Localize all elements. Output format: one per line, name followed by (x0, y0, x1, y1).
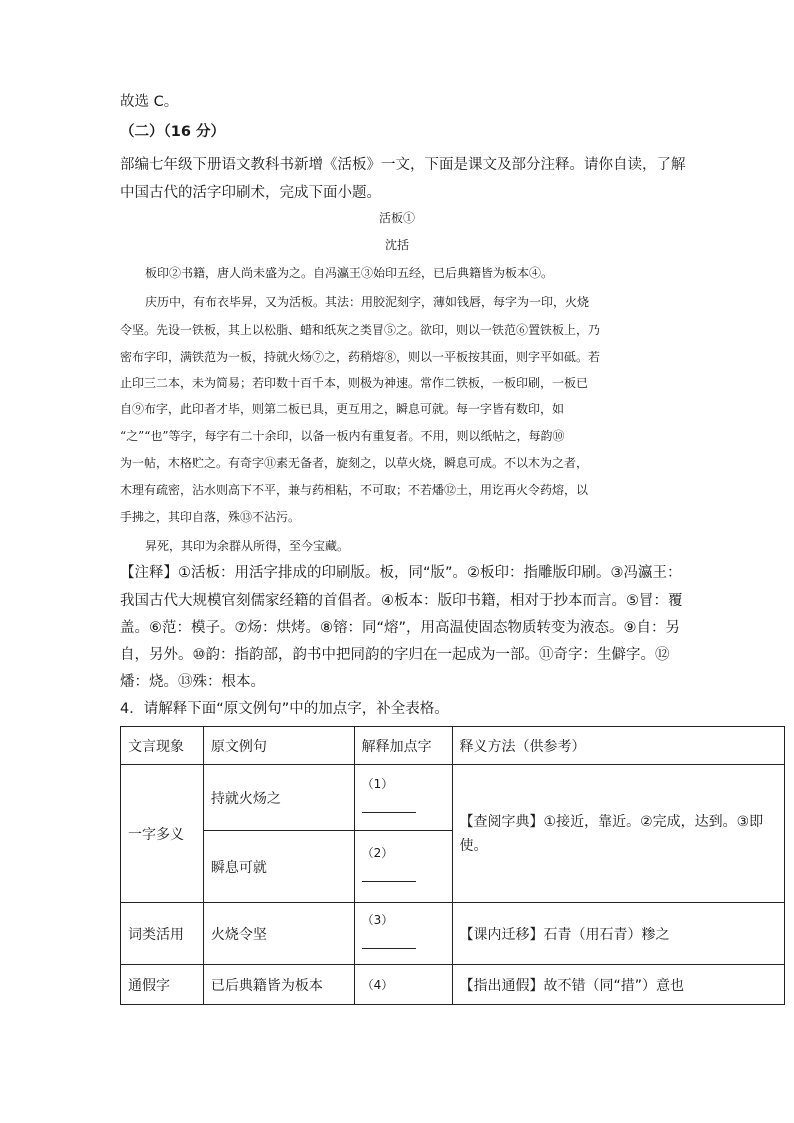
phenomenon-cell: 通假字 (121, 965, 204, 1005)
notes-line: 燔：烧。⑬殊：根本。 (120, 674, 265, 690)
classic-line: 令坚。先设一铁板，其上以松脂、蜡和纸灰之类冒⑤之。欲印，则以一铁范⑥置铁板上，乃 (120, 323, 601, 337)
classic-line: 密布字印，满铁范为一板，持就火炀⑦之，药稍熔⑧，则以一平板按其面，则字平如砥。若 (120, 350, 601, 364)
header-cell: 文言现象 (121, 727, 204, 765)
example-cell: 瞬息可就 (203, 831, 354, 903)
answer-table (120, 726, 785, 1005)
classic-line: “之”“也”等字，每字有二十余印，以备一板内有重复者。不用，则以纸帖之，每韵⑩ (120, 429, 565, 443)
blank-line (362, 947, 416, 949)
example-cell: 持就火炀之 (203, 765, 354, 831)
intro-line-1: 部编七年级下册语文教科书新增《活板》一文，下面是课文及部分注释。请你自读，了解 (120, 157, 686, 173)
header-cell: 释义方法（供参考） (452, 727, 784, 765)
answer-blank-3[interactable] (354, 903, 452, 965)
classic-line: 木理有疏密，沾水则高下不平，兼与药相粘，不可取；不若燔⑫土，用讫再火令药熔，以 (120, 483, 589, 497)
blank-line (362, 880, 416, 882)
previous-answer: 故选 C。 (120, 94, 179, 110)
table-header-row (121, 727, 785, 765)
classic-line: 为一帖，木格贮之。有奇字⑪素无备者，旋刻之，以草火烧，瞬息可成。不以木为之者， (120, 456, 589, 470)
table-row (121, 903, 785, 965)
intro-line-2: 中国古代的活字印刷术，完成下面小题。 (120, 185, 381, 201)
answer-blank-2[interactable] (354, 831, 452, 903)
answer-blank-1[interactable] (354, 765, 452, 831)
phenomenon-cell: 词类活用 (121, 903, 204, 965)
method-cell: 【指出通假】故不错（同“措”）意也 (452, 965, 784, 1005)
blank-label: （4） (361, 978, 394, 992)
notes-line: 盖。⑥范：模子。⑦炀：烘烤。⑧镕：同“熔”，用高温使固态物质转变为液态。⑨自：另 (120, 620, 681, 636)
table-row (121, 965, 785, 1005)
header-cell: 原文例句 (203, 727, 354, 765)
blank-label: （1） (361, 777, 394, 791)
phenomenon-cell: 一字多义 (121, 765, 204, 903)
notes-line: 【注释】①活板：用活字排成的印刷版。板，同“版”。②板印：指雕版印刷。③冯瀛王： (120, 565, 682, 581)
classic-title: 活板① (378, 211, 415, 225)
method-cell: 【查阅字典】①接近，靠近。②完成，达到。③即使。 (452, 765, 784, 903)
example-cell: 已后典籍皆为板本 (203, 965, 354, 1005)
example-cell: 火烧令坚 (203, 903, 354, 965)
classic-line: 手拂之，其印自落，殊⑬不沾污。 (120, 510, 301, 524)
classic-line: 止印三二本，未为简易；若印数十百千本，则极为神速。常作二铁板，一板印刷，一板已 (120, 376, 589, 390)
classic-author: 沈括 (384, 238, 409, 252)
header-cell: 解释加点字 (354, 727, 452, 765)
question-text: 4．请解释下面“原文例句”中的加点字，补全表格。 (120, 701, 449, 717)
blank-label: （3） (361, 913, 394, 927)
classic-line: 昇死，其印为余群从所得，至今宝藏。 (145, 539, 350, 553)
method-cell: 【课内迁移】石青（用石青）糁之 (452, 903, 784, 965)
classic-line: 板印②书籍，唐人尚未盛为之。自冯瀛王③始印五经，已后典籍皆为板本④。 (145, 266, 554, 280)
section-heading: （二）（16 分） (120, 124, 225, 140)
table-row (121, 765, 785, 831)
blank-line (362, 811, 416, 813)
notes-line: 我国古代大规模官刻儒家经籍的首倡者。④板本：版印书籍，相对于抄本而言。⑤冒：覆 (120, 593, 683, 609)
classic-line: 自⑨布字，此印者才毕，则第二板已具，更互用之，瞬息可就。每一字皆有数印，如 (120, 402, 565, 416)
classic-line: 庆历中，有布衣毕昇，又为活板。其法：用胶泥刻字，薄如钱唇，每字为一印，火烧 (145, 295, 590, 309)
notes-line: 自，另外。⑩韵：指韵部，韵书中把同韵的字归在一起成为一部。⑪奇字：生僻字。⑫ (120, 647, 670, 663)
answer-blank-4[interactable] (354, 965, 452, 1005)
blank-label: （2） (361, 846, 394, 860)
